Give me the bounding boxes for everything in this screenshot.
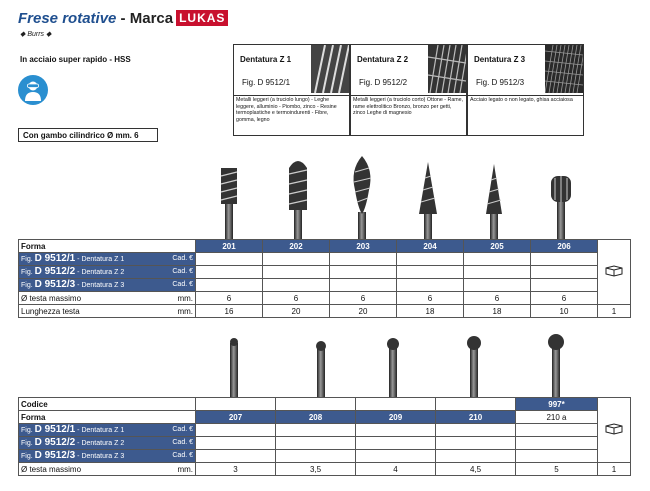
tooth-pattern-z3-image [545,45,583,93]
price-cell [397,279,464,292]
burr-201-image [221,168,237,240]
box-icon [605,265,623,277]
price-cell [356,450,436,463]
burr-202-image [289,161,307,240]
price-cell [263,279,330,292]
lukas-logo: LUKAS [176,10,228,26]
row-z3: Fig. D 9512/3 - Dentatura Z 3 Cad. € [19,450,631,463]
price-cell [196,450,276,463]
price-cell [330,279,397,292]
burr-210-image [467,336,481,397]
price-cell [397,253,464,266]
price-cell [516,437,598,450]
price-cell [531,266,598,279]
row-z2: Fig. D 9512/2 - Dentatura Z 2 Cad. € [19,437,631,450]
row-z1: Fig. D 9512/1 - Dentatura Z 1 Cad. € [19,253,631,266]
row-diameter: Ø testa massimo mm. 3 3,5 4 4,5 5 1 [19,463,631,476]
burr-208-image [316,341,326,397]
price-cell [464,266,531,279]
burr-209-image [387,338,399,397]
tooth-pattern-z2-image [428,45,466,93]
price-cell [263,253,330,266]
code-210: 210 [436,411,516,424]
price-cell [263,266,330,279]
burr-203-image [354,156,371,240]
code-205: 205 [464,240,531,253]
row-length: Lunghezza testa mm. 16 20 20 18 18 10 1 [19,305,631,318]
price-cell [356,437,436,450]
code-206: 206 [531,240,598,253]
dentatura-z2-box: Dentatura Z 2 Fig. D 9512/2 Metalli leggeri (a truciolo corto) Ottone - Rame, rame elettrolitico Bronzo, bronzo per getti, zinco Leghe di magnesio [350,44,467,136]
price-cell [196,253,263,266]
row-z3: Fig. D 9512/3 - Dentatura Z 3 Cad. € [19,279,631,292]
subtitle: ◆ Burrs ◆ [20,31,52,38]
price-cell [196,266,263,279]
price-cell [436,450,516,463]
price-cell [330,253,397,266]
code-203: 203 [330,240,397,253]
code-208: 208 [276,411,356,424]
pack-icon-cell [598,240,631,305]
price-cell [276,437,356,450]
row-z1: Fig. D 9512/1 - Dentatura Z 1 Cad. € [19,424,631,437]
burr-205-image [486,164,502,240]
price-cell [276,450,356,463]
burr-204-image [419,162,437,240]
price-cell [196,437,276,450]
price-cell [531,279,598,292]
price-cell [356,424,436,437]
code-204: 204 [397,240,464,253]
price-cell [330,266,397,279]
price-cell [464,279,531,292]
row-z2: Fig. D 9512/2 - Dentatura Z 2 Cad. € [19,266,631,279]
code-209: 209 [356,411,436,424]
tooth-pattern-z1-image [311,45,349,93]
burr-210a-image [548,334,564,397]
row-diameter: Ø testa massimo mm. 6 6 6 6 6 6 [19,292,631,305]
forma-label: Forma [19,411,196,424]
burr-illustrations-row1 [190,150,610,240]
shank-info: Con gambo cilindrico Ø mm. 6 [18,128,158,142]
material-label: In acciaio super rapido - HSS [20,55,131,64]
dentatura-z3-box: Dentatura Z 3 Fig. D 9512/3 Acciaio legato o non legato, ghisa acciaiosa [467,44,584,136]
product-table-1 [18,239,631,318]
price-cell [397,266,464,279]
burr-206-image [551,176,571,240]
code-210a: 210 a [516,411,598,424]
price-cell [436,424,516,437]
pack-qty: 1 [598,463,631,476]
price-cell [276,424,356,437]
pack-qty: 1 [598,305,631,318]
burr-illustrations-row2 [190,333,610,397]
codice-997: 997* [516,398,598,411]
box-icon [605,423,623,435]
code-207: 207 [196,411,276,424]
dentatura-z1-box: Dentatura Z 1 Fig. D 9512/1 Metalli leggeri (a truciolo lungo) - Leghe leggere, alluminio - Piombo, zinco - Resine termoplastiche e termoindurenti - Fibre, gomma, legno [233,44,350,136]
price-cell [516,450,598,463]
price-cell [196,424,276,437]
price-cell [436,437,516,450]
price-cell [531,253,598,266]
price-cell [464,253,531,266]
codice-label: Codice [19,398,196,411]
page-title: Frese rotative - Marca LUKAS [18,10,228,27]
pack-icon-cell [598,398,631,463]
code-202: 202 [263,240,330,253]
code-201: 201 [196,240,263,253]
eye-protection-icon [18,75,48,105]
forma-label: Forma [19,240,196,253]
burr-207-image [230,338,238,397]
price-cell [196,279,263,292]
price-cell [516,424,598,437]
product-table-2 [18,397,631,476]
